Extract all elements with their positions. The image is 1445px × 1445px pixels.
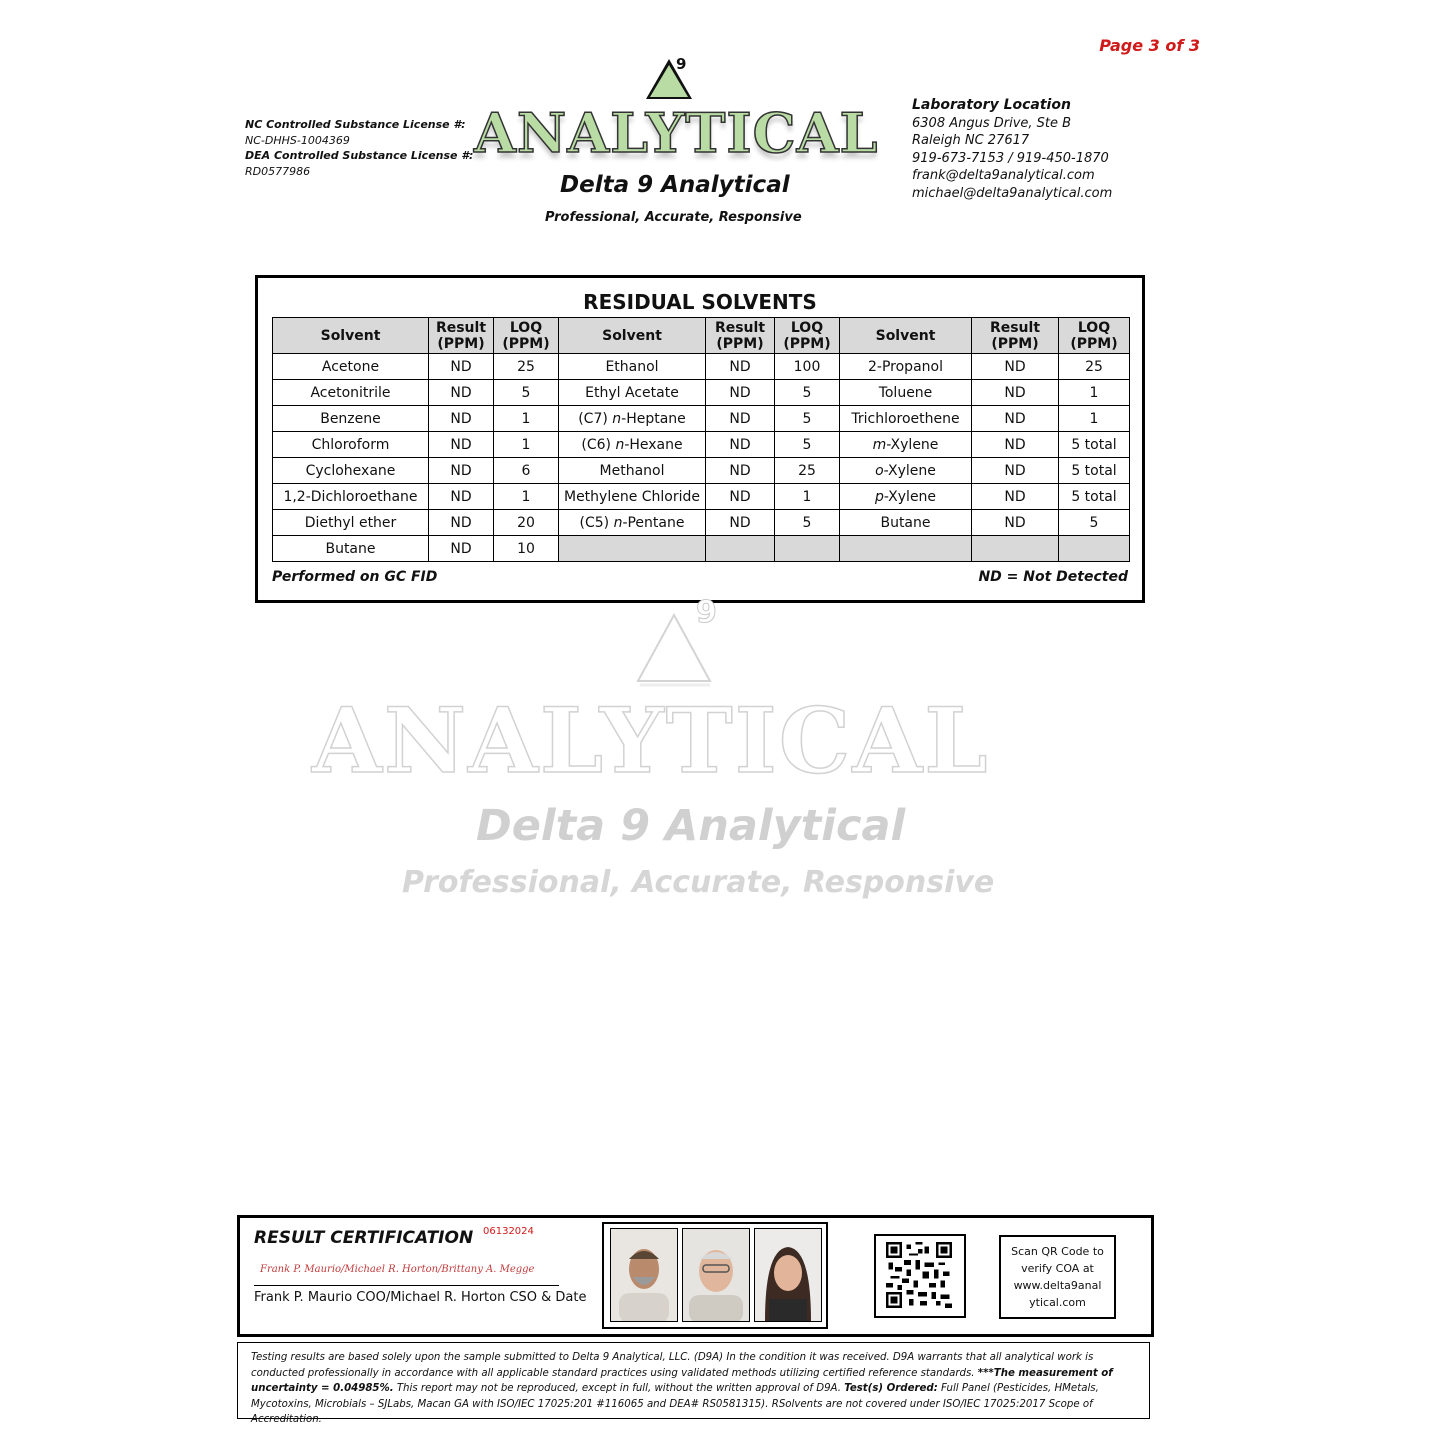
loq-cell: 1 <box>775 484 840 510</box>
header-result: Result (PPM) <box>706 318 775 354</box>
solvent-isomer-prefix: n <box>612 410 622 427</box>
dea-license-label: DEA Controlled Substance License #: <box>245 149 474 162</box>
qr-text-line: Scan QR Code to <box>1011 1245 1104 1258</box>
solvent-name-part: Methanol <box>599 462 665 479</box>
watermark-logo <box>300 595 1040 915</box>
solvent-name-cell <box>559 510 706 536</box>
lab-address2: Raleigh NC 27617 <box>912 133 1030 148</box>
solvent-name-cell <box>559 432 706 458</box>
loq-cell: 5 <box>494 380 559 406</box>
solvent-name-part: Trichloroethene <box>851 410 960 427</box>
table-row <box>273 484 1130 510</box>
loq-cell: 1 <box>494 406 559 432</box>
staff-photo <box>682 1228 750 1322</box>
result-cell: ND <box>972 354 1059 380</box>
solvent-name-part: Diethyl ether <box>304 514 397 531</box>
solvent-name-cell <box>559 458 706 484</box>
certification-title: RESULT CERTIFICATION <box>254 1228 474 1248</box>
table-row <box>273 406 1130 432</box>
result-cell: ND <box>429 458 494 484</box>
staff-photos <box>602 1222 828 1329</box>
header-result: Result (PPM) <box>972 318 1059 354</box>
header-logo <box>470 55 879 235</box>
loq-cell: 25 <box>494 354 559 380</box>
solvent-name-part: Ethanol <box>605 358 659 375</box>
solvent-isomer-prefix: n <box>613 514 623 531</box>
performed-on-note: Performed on GC FID <box>272 569 438 585</box>
loq-cell: 5 total <box>1059 484 1130 510</box>
watermark-tagline: Professional, Accurate, Responsive <box>402 865 995 900</box>
signer-names: Frank P. Maurio COO/Michael R. Horton CSO & Date <box>254 1290 587 1305</box>
solvent-name-cell <box>840 406 972 432</box>
lab-email2[interactable]: michael@delta9analytical.com <box>912 185 1113 201</box>
table-row <box>273 432 1130 458</box>
license-info <box>245 117 473 179</box>
loq-cell: 6 <box>494 458 559 484</box>
loq-cell: 5 <box>775 510 840 536</box>
solvent-name-cell <box>559 406 706 432</box>
loq-cell: 5 <box>775 380 840 406</box>
solvent-name-cell <box>273 484 429 510</box>
result-cell: ND <box>706 380 775 406</box>
watermark-wordmark: ANALYTICAL <box>312 688 990 794</box>
qr-text-line: verify COA at <box>1021 1262 1094 1275</box>
result-cell: ND <box>429 354 494 380</box>
loq-cell: 1 <box>1059 380 1130 406</box>
result-cell: ND <box>972 406 1059 432</box>
qr-text-line: www.delta9anal <box>1013 1279 1102 1292</box>
solvent-name-cell <box>273 432 429 458</box>
staff-photo <box>754 1228 822 1322</box>
solvent-name-part: Chloroform <box>311 436 390 453</box>
empty-cell <box>775 536 840 562</box>
solvent-name-part: Cyclohexane <box>305 462 396 479</box>
solvent-name-part: -Heptane <box>621 410 686 427</box>
solvent-name-part: Benzene <box>320 410 381 427</box>
solvent-name-cell <box>559 484 706 510</box>
loq-cell: 1 <box>494 484 559 510</box>
solvent-name-part: 1,2-Dichloroethane <box>283 488 418 505</box>
solvent-name-part: Toluene <box>878 384 933 401</box>
solvent-isomer-prefix: m <box>872 436 887 453</box>
header-solvent: Solvent <box>840 318 972 354</box>
signature-line <box>254 1285 559 1286</box>
header-loq: LOQ (PPM) <box>494 318 559 354</box>
table-row <box>273 510 1130 536</box>
table-row <box>273 380 1130 406</box>
qr-code-frame[interactable] <box>874 1234 966 1318</box>
page-number: Page 3 of 3 <box>1099 36 1200 55</box>
solvent-name-cell <box>559 354 706 380</box>
table-row <box>273 354 1130 380</box>
staff-photo <box>610 1228 678 1322</box>
solvent-name-part: Ethyl Acetate <box>585 384 679 401</box>
header-solvent: Solvent <box>559 318 706 354</box>
loq-cell: 25 <box>1059 354 1130 380</box>
qr-instructions[interactable] <box>999 1235 1116 1319</box>
qr-code-icon[interactable] <box>886 1242 952 1308</box>
solvent-name-cell <box>840 484 972 510</box>
result-cell: ND <box>706 458 775 484</box>
disclaimer-box <box>237 1342 1150 1425</box>
solvent-name-part: -Pentane <box>622 514 685 531</box>
loq-cell: 1 <box>1059 406 1130 432</box>
empty-cell <box>706 536 775 562</box>
result-cell: ND <box>429 380 494 406</box>
solvent-name-part: (C5) <box>579 514 614 531</box>
solvent-name-cell <box>559 380 706 406</box>
empty-cell <box>972 536 1059 562</box>
solvents-table-body <box>273 354 1130 562</box>
empty-cell <box>559 536 706 562</box>
solvent-name-cell <box>273 536 429 562</box>
loq-cell: 1 <box>494 432 559 458</box>
nc-license-value: NC-DHHS-1004369 <box>245 133 350 147</box>
residual-solvents-panel <box>255 275 1145 603</box>
solvent-name-cell <box>273 458 429 484</box>
solvent-name-cell <box>273 380 429 406</box>
lab-location <box>912 97 1112 202</box>
disclaimer-text: Testing results are based solely upon the sample submitted to Delta 9 Analytical, LLC. (D9A) In the condition it was received. D9A warrants that all analytical work is conducted professionally in accordance with all applicable standard practices using validated methods utilizing certified reference standards. ***The measurement of uncertainty = 0.04985%. This report may not be reproduced, except in full, without the written approval of D9A. Test(s) Ordered: Full Panel (Pesticides, HMetals, Mycotoxins, Microbials – SJLabs, Macan GA with ISO/IEC 17025:201 #116065 and DEA# RS0581315). RSolvents are not covered under ISO/IEC 17025:2017 Scope of Accreditation. <box>251 1352 1113 1425</box>
loq-cell: 5 <box>775 406 840 432</box>
solvent-name-cell <box>840 458 972 484</box>
result-cell: ND <box>706 510 775 536</box>
solvent-name-cell <box>840 380 972 406</box>
empty-cell <box>840 536 972 562</box>
loq-cell: 5 total <box>1059 458 1130 484</box>
dea-license-value: RD0577986 <box>245 164 311 178</box>
solvent-name-cell <box>840 354 972 380</box>
lab-address1: 6308 Angus Drive, Ste B <box>912 115 1072 131</box>
header-loq: LOQ (PPM) <box>775 318 840 354</box>
loq-cell: 20 <box>494 510 559 536</box>
loq-cell: 10 <box>494 536 559 562</box>
watermark-name: Delta 9 Analytical <box>476 801 906 851</box>
solvent-name-part: Acetonitrile <box>310 384 391 401</box>
header-solvent: Solvent <box>273 318 429 354</box>
solvent-name-cell <box>840 510 972 536</box>
solvent-name-part: 2-Propanol <box>868 358 943 375</box>
lab-email1[interactable]: frank@delta9analytical.com <box>912 168 1095 183</box>
result-cell: ND <box>429 432 494 458</box>
logo-wordmark: ANALYTICAL <box>474 101 879 165</box>
logo-tagline: Professional, Accurate, Responsive <box>545 210 802 225</box>
result-cell: ND <box>429 536 494 562</box>
nd-legend: ND = Not Detected <box>978 569 1128 585</box>
solvent-name-cell <box>840 432 972 458</box>
loq-cell: 25 <box>775 458 840 484</box>
loq-cell: 5 <box>775 432 840 458</box>
logo-superscript: 9 <box>676 55 687 73</box>
result-cell: ND <box>972 458 1059 484</box>
result-cell: ND <box>706 406 775 432</box>
result-cell: ND <box>706 484 775 510</box>
table-row <box>273 458 1130 484</box>
lab-location-title: Laboratory Location <box>912 97 1071 113</box>
result-cell: ND <box>706 354 775 380</box>
certification-date: 06132024 <box>483 1226 534 1237</box>
logo-name: Delta 9 Analytical <box>560 172 790 198</box>
watermark-superscript: 9 <box>696 595 717 630</box>
result-cell: ND <box>972 510 1059 536</box>
table-row <box>273 536 1130 562</box>
nc-license-label: NC Controlled Substance License #: <box>245 118 466 131</box>
solvents-table <box>272 317 1130 562</box>
result-cell: ND <box>972 380 1059 406</box>
solvent-name-part: (C6) <box>581 436 616 453</box>
solvent-name-part: (C7) <box>578 410 613 427</box>
solvent-name-part: -Hexane <box>624 436 683 453</box>
result-cell: ND <box>429 406 494 432</box>
result-cell: ND <box>972 484 1059 510</box>
solvent-name-part: Methylene Chloride <box>563 488 701 505</box>
qr-text-line: ytical.com <box>1029 1296 1086 1309</box>
result-certification <box>237 1215 1154 1337</box>
solvent-name-part: Butane <box>880 514 931 531</box>
result-cell: ND <box>972 432 1059 458</box>
result-cell: ND <box>706 432 775 458</box>
header-loq: LOQ (PPM) <box>1059 318 1130 354</box>
empty-cell <box>1059 536 1130 562</box>
result-cell: ND <box>429 484 494 510</box>
section-title: RESIDUAL SOLVENTS <box>583 290 817 314</box>
solvent-isomer-prefix: o <box>875 462 884 479</box>
solvent-name-cell <box>273 406 429 432</box>
loq-cell: 5 <box>1059 510 1130 536</box>
solvent-name-cell <box>273 354 429 380</box>
table-header-row <box>273 318 1130 354</box>
solvent-isomer-prefix: n <box>615 436 625 453</box>
solvent-name-part: -Xylene <box>883 488 937 505</box>
header-result: Result (PPM) <box>429 318 494 354</box>
solvent-isomer-prefix: p <box>874 488 884 505</box>
loq-cell: 100 <box>775 354 840 380</box>
lab-phone: 919-673-7153 / 919-450-1870 <box>912 150 1109 166</box>
solvent-name-cell <box>273 510 429 536</box>
result-cell: ND <box>429 510 494 536</box>
signature: Frank P. Maurio/Michael R. Horton/Brittany A. Megge <box>260 1264 535 1275</box>
loq-cell: 5 total <box>1059 432 1130 458</box>
solvent-name-part: -Xylene <box>886 436 939 453</box>
solvent-name-part: -Xylene <box>883 462 936 479</box>
solvent-name-part: Butane <box>325 540 376 557</box>
solvent-name-part: Acetone <box>321 358 380 375</box>
